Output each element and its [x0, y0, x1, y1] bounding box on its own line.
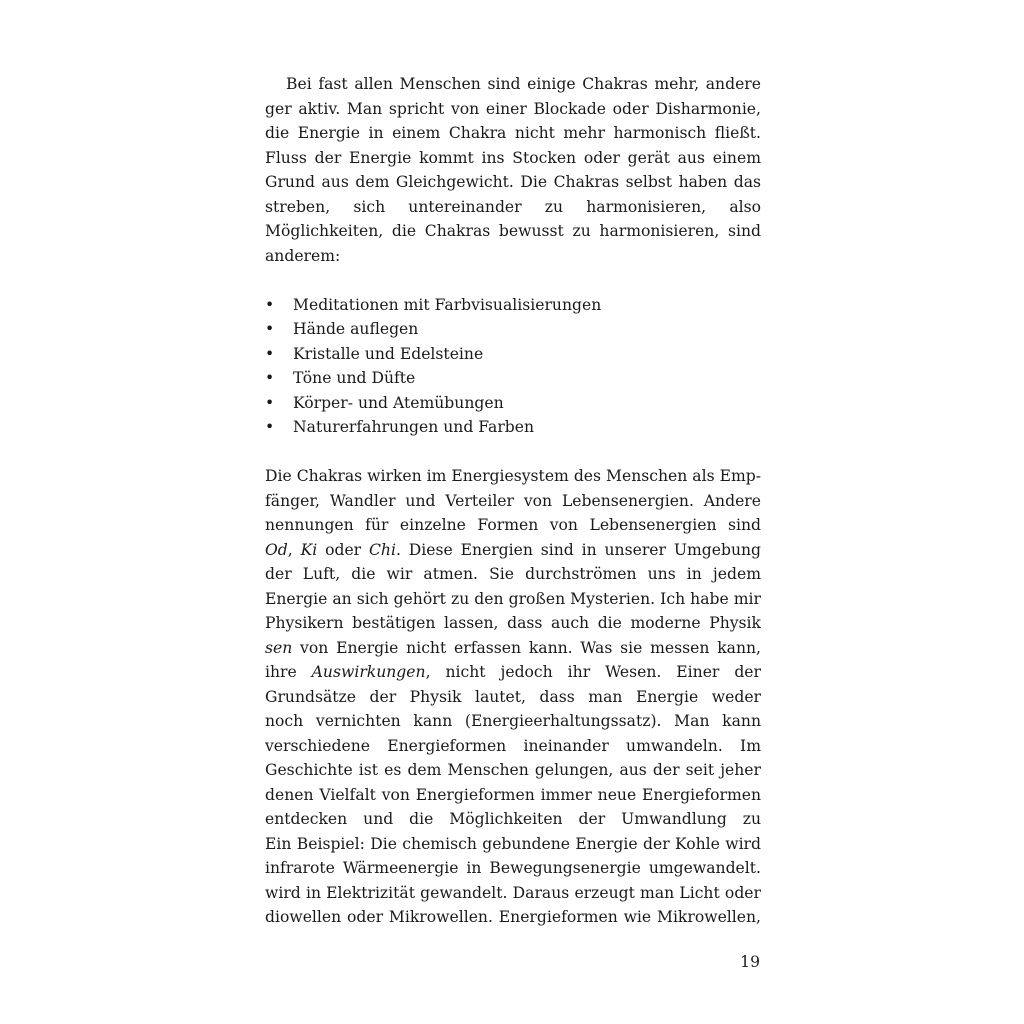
- text-run: oder: [317, 540, 369, 559]
- list-item: [265, 293, 761, 318]
- text-line: verschiedene Energieformen ineinander umwandeln. Im: [265, 736, 761, 755]
- text-line: diowellen oder Mikrowellen. Energieformen wie Mikrowellen,: [265, 908, 761, 926]
- text-line: Fluss der Energie kommt ins Stocken oder gerät aus einem: [265, 148, 761, 167]
- text-line: Geschichte ist es dem Menschen gelungen, aus der seit jeher: [265, 761, 761, 779]
- text-line: ger aktiv. Man spricht von einer Blockade oder Disharmonie,: [265, 99, 761, 118]
- text-line: [265, 513, 761, 538]
- list-item: [265, 415, 761, 440]
- paragraph-2: [265, 464, 761, 930]
- list-item-text: Töne und Düfte: [293, 369, 416, 387]
- text-line: streben, sich untereinander zu harmonisieren, also: [265, 197, 761, 216]
- bullet-icon: •: [265, 369, 275, 387]
- text-run: nennungen für einzelne Formen von Lebensenergien sind: [265, 516, 761, 534]
- text-line: Ein Beispiel: Die chemisch gebundene Energie der Kohle wird: [265, 834, 761, 853]
- page-number: 19: [740, 953, 760, 971]
- list-item-text: Naturerfahrungen und Farben: [293, 418, 535, 436]
- bullet-icon: •: [265, 344, 275, 363]
- text-run: von Energie nicht erfassen kann. Was sie messen kann,: [300, 638, 761, 657]
- text-line: Die Chakras wirken im Energiesystem des Menschen als Emp-: [265, 467, 761, 485]
- italic-term: sen: [265, 638, 293, 657]
- bullet-list: [265, 293, 761, 440]
- bullet-icon: •: [265, 418, 275, 436]
- text-line: Grund aus dem Gleichgewicht. Die Chakras selbst haben das: [265, 173, 761, 191]
- text-line: Grundsätze der Physik lautet, dass man Energie weder: [265, 687, 761, 706]
- text-run: ihre: [265, 663, 312, 681]
- list-item-text: Körper- und Atemübungen: [293, 393, 504, 412]
- text-line: noch vernichten kann (Energieerhaltungssatz). Man kann: [265, 712, 761, 730]
- text-line: der Luft, die wir atmen. Sie durchströmen uns in jedem: [265, 565, 761, 583]
- text-line: fänger, Wandler und Verteiler von Lebensenergien. Andere: [265, 491, 761, 510]
- bullet-icon: •: [265, 320, 275, 338]
- text-line: die Energie in einem Chakra nicht mehr harmonisch fließt.: [265, 124, 761, 142]
- text-line: Energie an sich gehört zu den großen Mysterien. Ich habe mir: [265, 589, 761, 608]
- text-line: denen Vielfalt von Energieformen immer neue Energieformen: [265, 785, 761, 804]
- text-run: ,: [287, 540, 301, 559]
- list-item: [265, 391, 761, 416]
- italic-term: Ki: [300, 540, 318, 559]
- list-item-text: Meditationen mit Farbvisualisierungen: [293, 295, 602, 314]
- bullet-icon: •: [265, 393, 275, 412]
- text-run: . Diese Energien sind in unserer Umgebung: [395, 540, 761, 559]
- list-item: [265, 317, 761, 342]
- text-line: Bei fast allen Menschen sind einige Chakras mehr, andere: [286, 75, 761, 93]
- text-line: [265, 660, 761, 685]
- italic-term: Chi: [369, 540, 396, 559]
- text-line: anderem:: [265, 246, 341, 265]
- list-item-text: Kristalle und Edelsteine: [293, 344, 484, 363]
- text-line: infrarote Wärmeenergie in Bewegungsenergie umgewandelt.: [265, 859, 761, 877]
- text-line: [265, 611, 761, 636]
- book-page: [265, 72, 761, 930]
- text-run: , nicht jedoch ihr Wesen. Einer der: [425, 663, 761, 681]
- paragraph-1: [265, 72, 761, 268]
- bullet-icon: •: [265, 295, 275, 314]
- list-item: [265, 342, 761, 367]
- text-run: Physikern bestätigen lassen, dass auch die moderne Physik: [265, 614, 761, 632]
- text-line: [265, 538, 761, 563]
- italic-term: Auswirkungen: [311, 663, 426, 681]
- text-line: entdecken und die Möglichkeiten der Umwandlung zu: [265, 810, 761, 828]
- text-line: [265, 636, 761, 661]
- list-item: [265, 366, 761, 391]
- list-item-text: Hände auflegen: [293, 320, 419, 338]
- text-line: wird in Elektrizität gewandelt. Daraus erzeugt man Licht oder: [265, 883, 761, 902]
- italic-term: Od: [265, 540, 288, 559]
- text-line: Möglichkeiten, die Chakras bewusst zu harmonisieren, sind: [265, 222, 761, 240]
